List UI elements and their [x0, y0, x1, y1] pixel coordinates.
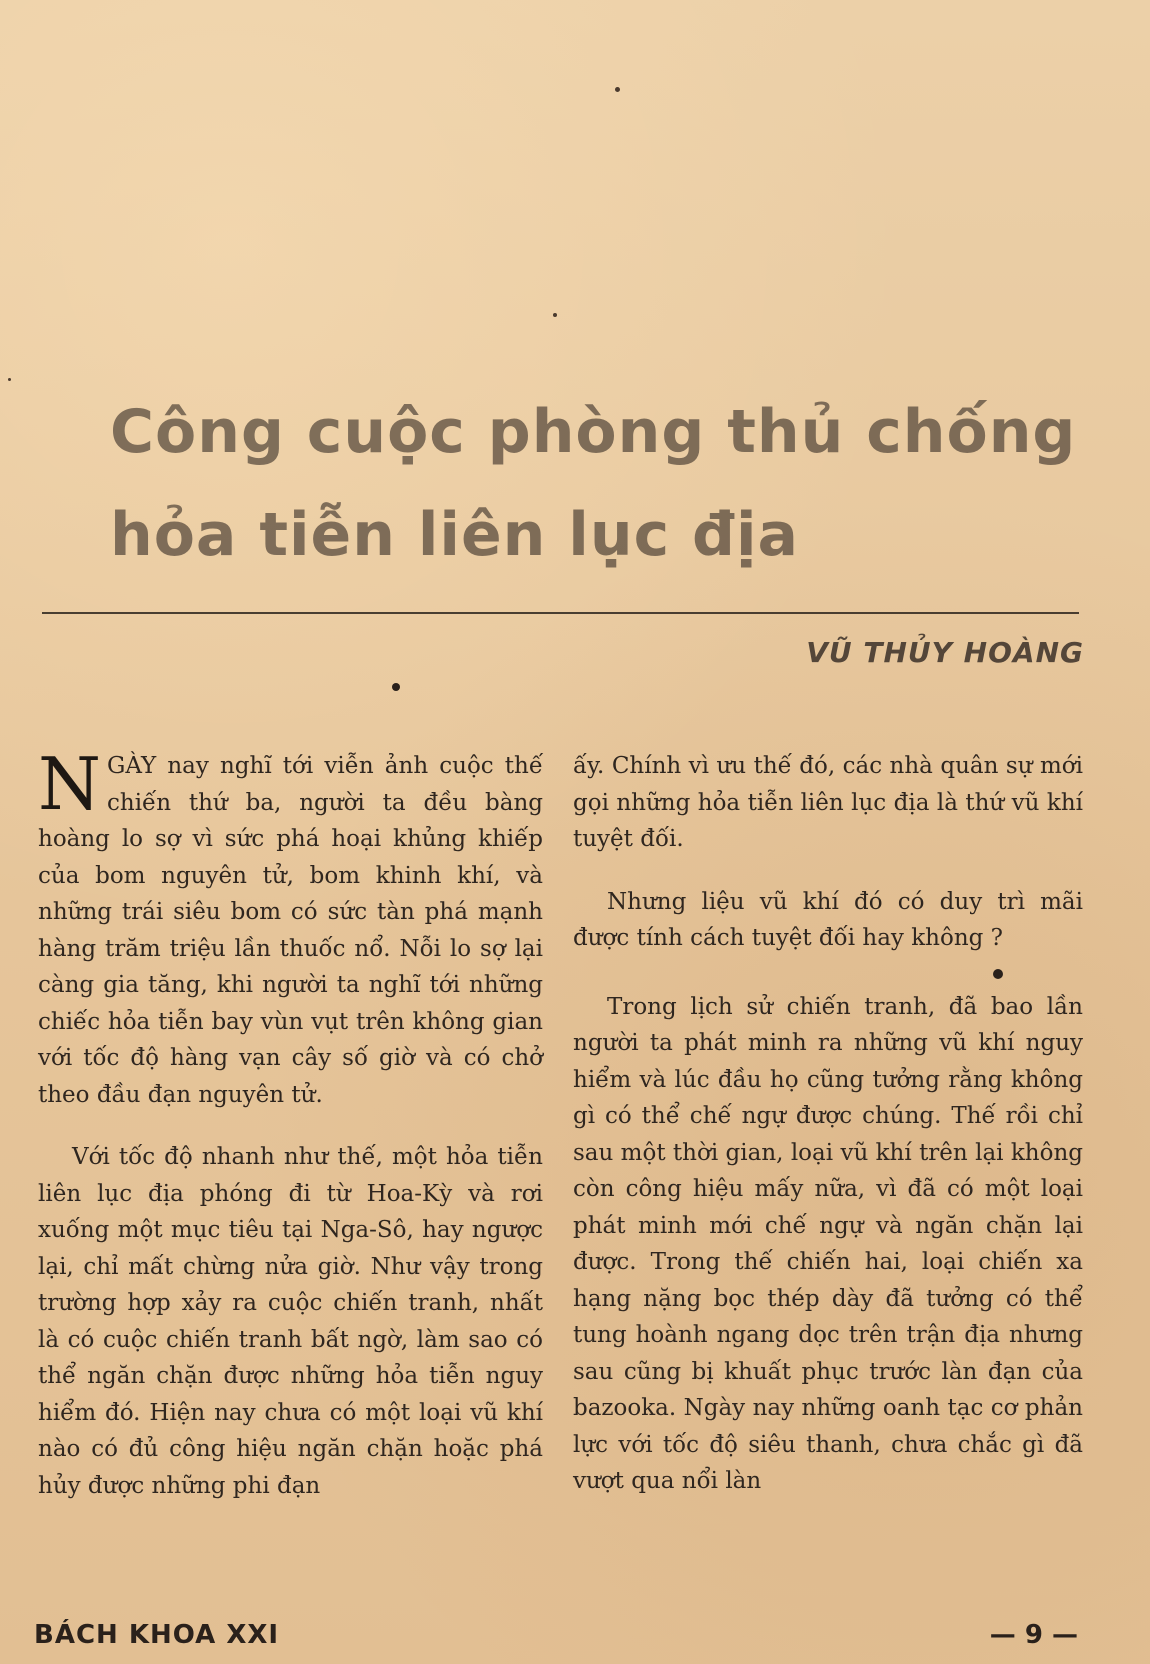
paragraph: ấy. Chính vì ưu thế đó, các nhà quân sự mới gọi những hỏa tiễn liên lục địa là thứ vũ khí tuyệt đối.	[573, 753, 1083, 852]
paragraph	[38, 742, 543, 1113]
article-title-line-2: hỏa tiễn liên lục địa	[110, 500, 800, 570]
article-title-line-1: Công cuộc phòng thủ chống	[110, 397, 1077, 467]
title-divider	[42, 612, 1079, 614]
author-byline: VŨ THỦY HOÀNG	[806, 636, 1084, 669]
paragraph: Trong lịch sử chiến tranh, đã bao lần người ta phát minh ra những vũ khí nguy hiểm và lúc đầu họ cũng tưởng rằng không gì có thể chế ngự được chúng. Thế rồi chỉ sau một thời gian, loại vũ khí trên lại không còn công hiệu mấy nữa, vì đã có một loại phát minh mới chế ngự và ngăn chặn lại được. Trong thế chiến hai, loại chiến xa hạng nặng bọc thép dày đã tưởng có thể tung hoành ngang dọc trên trận địa nhưng sau cũng bị khuất phục trước làn đạn của bazooka. Ngày nay những oanh tạc cơ phản lực với tốc độ siêu thanh, chưa chắc gì đã vượt qua nổi làn	[573, 993, 1083, 1494]
paragraph: Nhưng liệu vũ khí đó có duy trì mãi được tính cách tuyệt đối hay không ?	[573, 888, 1083, 951]
paragraph-text: GÀY nay nghĩ tới viễn ảnh cuộc thế chiến thứ ba, người ta đều bàng hoàng lo sợ vì sức phá hoại khủng khiếp của bom nguyên tử, bom khinh khí, và những trái siêu bom có sức tàn phá mạnh hàng trăm triệu lần thuốc nổ. Nỗi lo sợ lại càng gia tăng, khi người ta nghĩ tới những chiếc hỏa tiễn bay vùn vụt trên không gian với tốc độ hàng vạn cây số giờ và có chở theo đầu đạn nguyên tử.	[38, 753, 543, 1108]
paper-speck	[553, 313, 557, 317]
magazine-name: BÁCH KHOA XXI	[34, 1620, 280, 1650]
section-separator-dot	[993, 969, 1003, 979]
dropcap-letter: N	[38, 742, 101, 826]
left-column	[38, 742, 543, 1530]
page-number: — 9 —	[989, 1620, 1078, 1650]
right-column	[573, 748, 1083, 1526]
paper-speck	[615, 87, 620, 92]
decorative-dot	[392, 683, 400, 691]
paper-speck	[8, 378, 11, 381]
paragraph: Với tốc độ nhanh như thế, một hỏa tiễn liên lục địa phóng đi từ Hoa-Kỳ và rơi xuống một mục tiêu tại Nga-Sô, hay ngược lại, chỉ mất chừng nửa giờ. Như vậy trong trường hợp xảy ra cuộc chiến tranh, nhất là có cuộc chiến tranh bất ngờ, làm sao có thể ngăn chặn được những hỏa tiễn nguy hiểm đó. Hiện nay chưa có một loại vũ khí nào có đủ công hiệu ngăn chặn hoặc phá hủy được những phi đạn	[38, 1144, 543, 1499]
article-title	[110, 395, 1077, 573]
